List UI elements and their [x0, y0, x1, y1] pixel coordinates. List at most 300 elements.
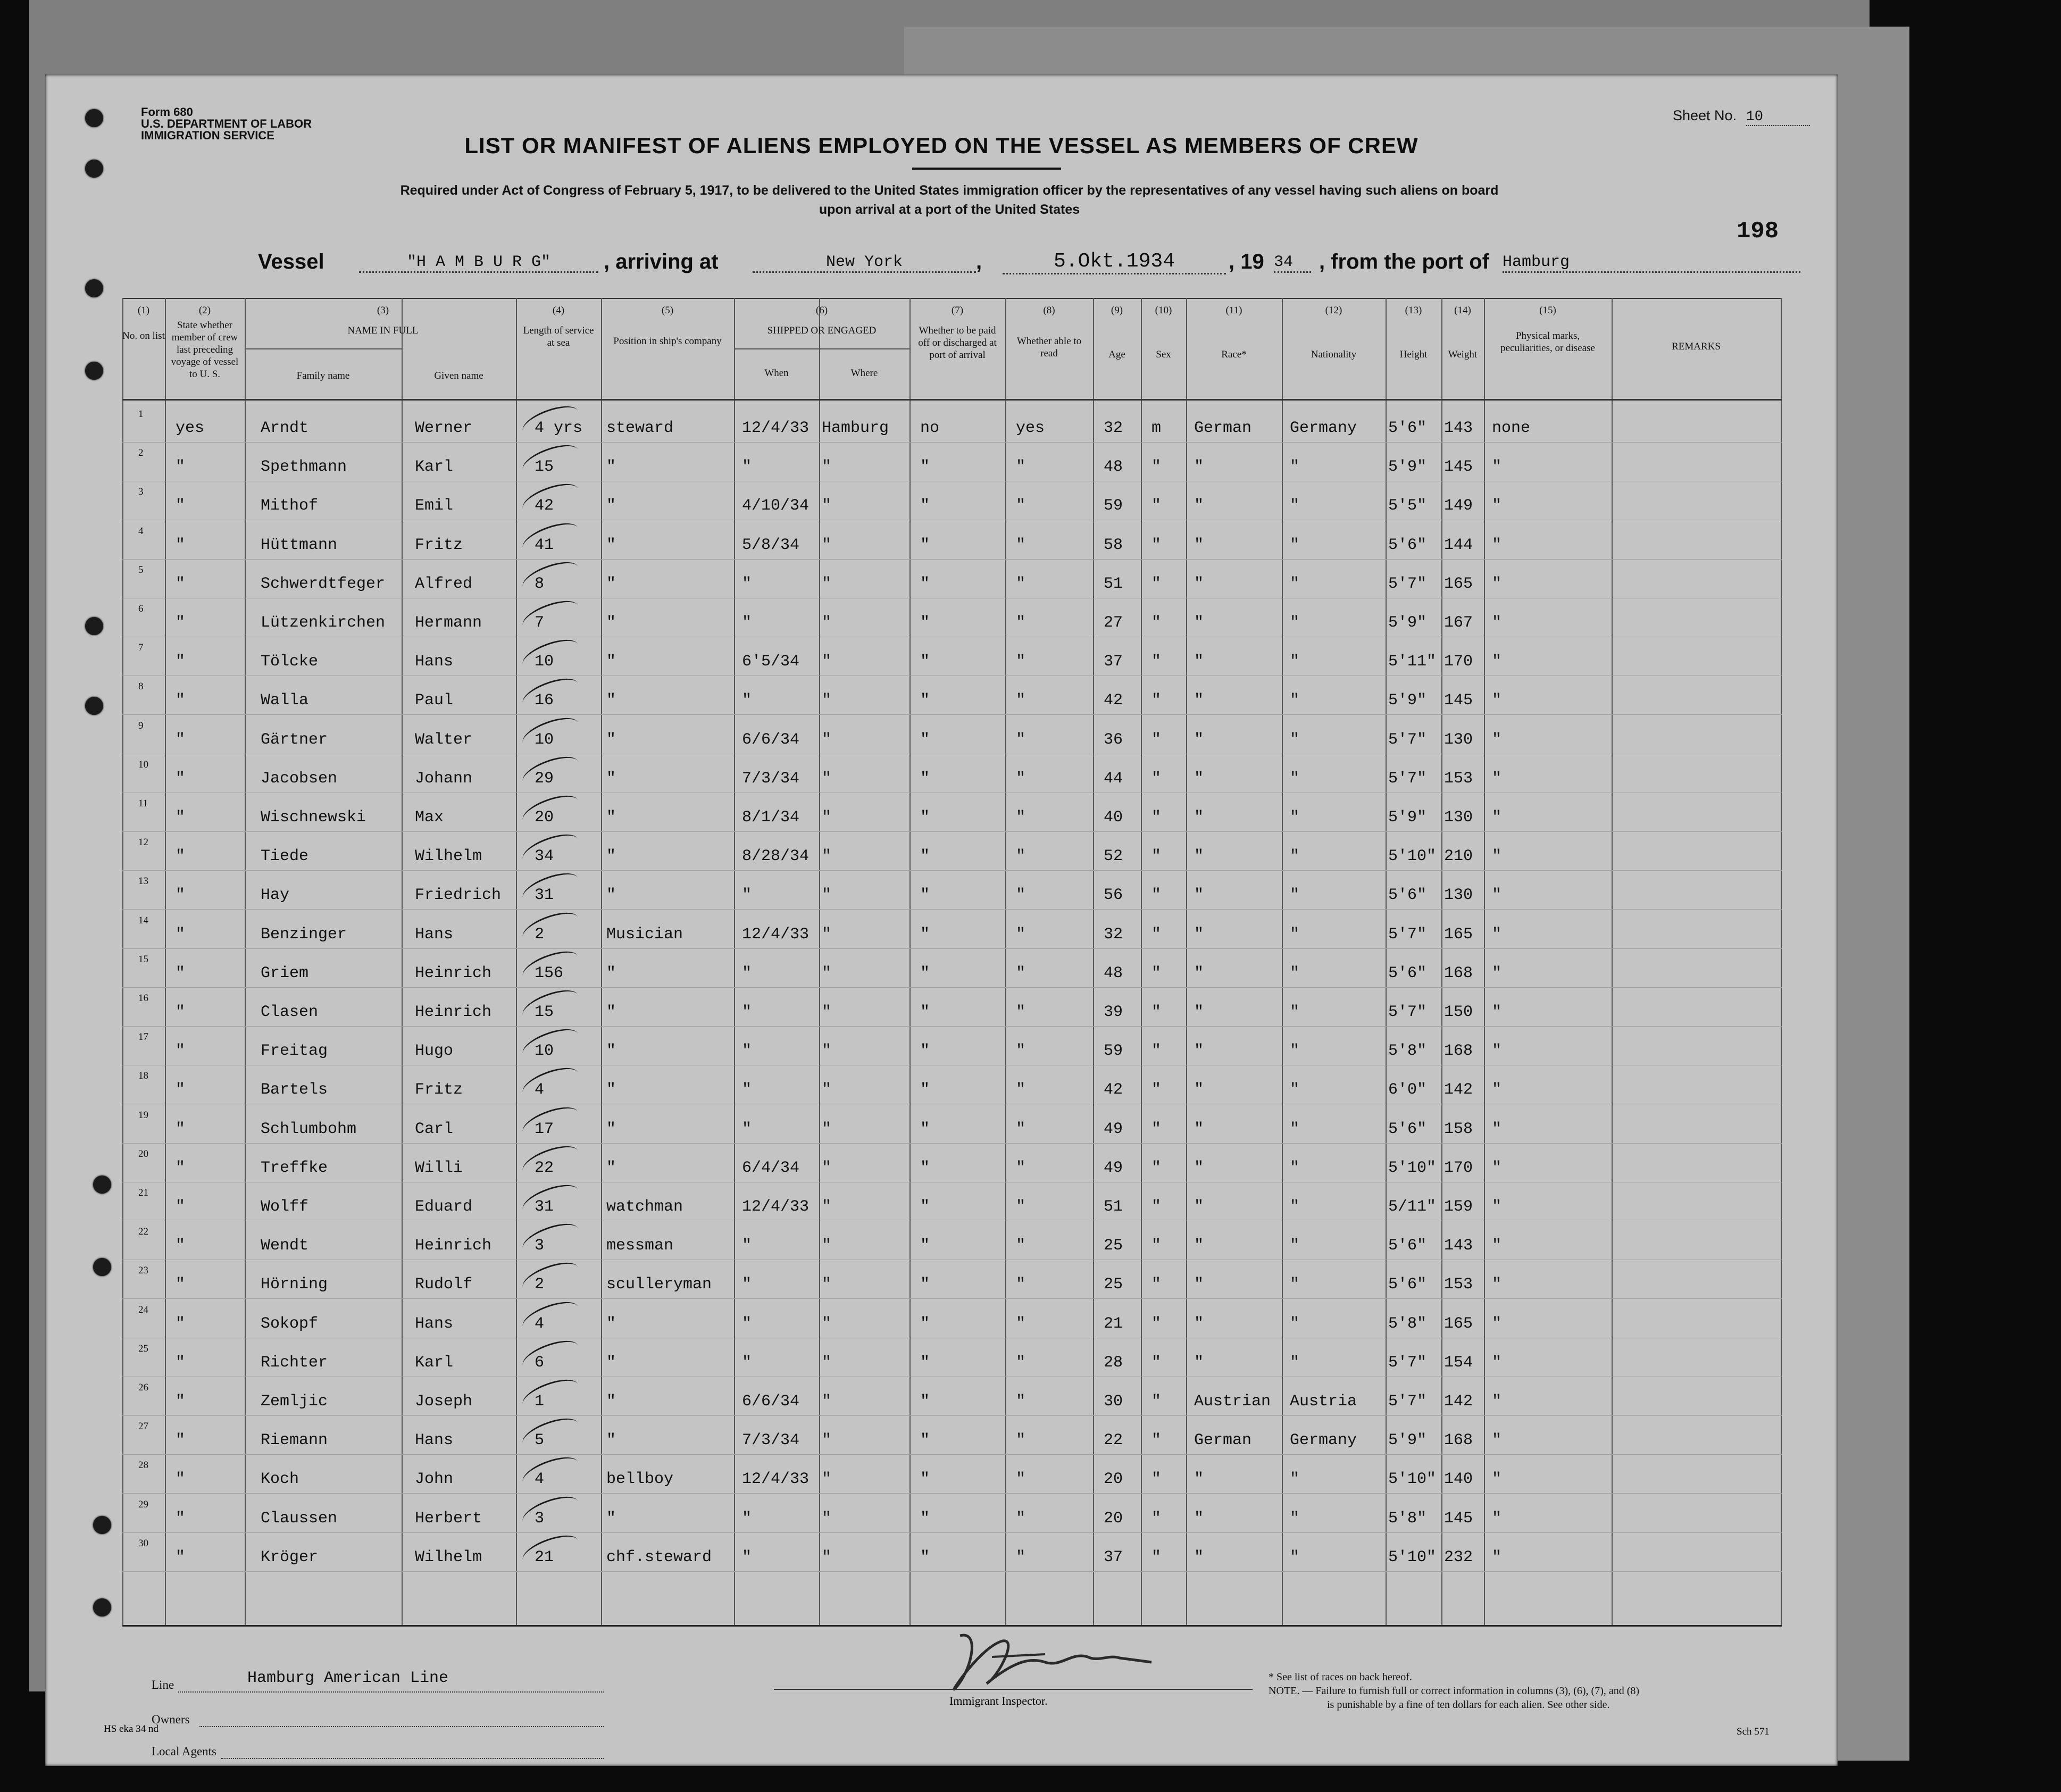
cell-family: Spethmann	[261, 458, 347, 477]
cell-family: Schwerdtfeger	[261, 574, 386, 593]
cell-paid: no	[920, 419, 940, 437]
cell-where: "	[822, 925, 832, 944]
cell-nationality: "	[1290, 1237, 1300, 1255]
cell-when: 5/8/34	[742, 536, 800, 554]
cell-age: 59	[1104, 497, 1123, 515]
cell-height: 5'9"	[1388, 458, 1427, 477]
table-row	[122, 911, 1782, 949]
table-row	[122, 1378, 1782, 1416]
cell-race: "	[1194, 574, 1204, 593]
cell-nationality: "	[1290, 1276, 1300, 1294]
row-rule	[122, 987, 1782, 988]
cell-sex: "	[1152, 1081, 1162, 1099]
cell-position: "	[606, 1003, 616, 1021]
cell-read: "	[1016, 1198, 1026, 1216]
cell-where: "	[822, 1042, 832, 1061]
cell-no: 15	[138, 953, 148, 965]
from-port-label: , from the port of	[1319, 250, 1489, 273]
cell-no: 3	[138, 486, 144, 498]
cell-marks: "	[1492, 1470, 1502, 1489]
cell-nationality: "	[1290, 1081, 1300, 1099]
cell-service: 4	[535, 1314, 545, 1333]
cell-where: "	[822, 769, 832, 788]
cell-weight: 149	[1444, 497, 1473, 515]
cell-family: Clasen	[261, 1003, 319, 1021]
cell-given: Werner	[415, 419, 473, 437]
line-value: Hamburg American Line	[247, 1669, 449, 1687]
cell-family: Freitag	[261, 1042, 328, 1061]
stamp-line: U.S. DEPARTMENT OF LABOR	[141, 117, 312, 130]
cell-given: Karl	[415, 1353, 454, 1372]
cell-sex: "	[1152, 614, 1162, 632]
cell-service: 7	[535, 614, 545, 632]
cell-read: "	[1016, 1509, 1026, 1528]
header-bottom-rule	[122, 399, 1782, 401]
cell-family: Kröger	[261, 1548, 319, 1566]
cell-nationality: "	[1290, 1314, 1300, 1333]
cell-family: Benzinger	[261, 925, 347, 944]
cell-height: 5'9"	[1388, 691, 1427, 710]
cell-read: "	[1016, 614, 1026, 632]
table-row	[122, 1300, 1782, 1338]
cell-weight: 143	[1444, 1237, 1473, 1255]
cell-nationality: "	[1290, 1198, 1300, 1216]
cell-sex: "	[1152, 653, 1162, 671]
cell-age: 39	[1104, 1003, 1123, 1021]
cell-sex: "	[1152, 1314, 1162, 1333]
header-when: When	[764, 368, 789, 379]
cell-race: "	[1194, 847, 1204, 866]
cell-marks: "	[1492, 964, 1502, 982]
cell-sex: "	[1152, 458, 1162, 477]
cell-prev: "	[176, 1042, 186, 1061]
cell-read: "	[1016, 497, 1026, 515]
cell-read: "	[1016, 1042, 1026, 1061]
header-paid-off: Whether to be paid off or discharged at port of arrival	[918, 325, 997, 361]
row-rule	[122, 870, 1782, 871]
schedule-code: Sch 571	[1737, 1726, 1770, 1737]
cell-height: 6'0"	[1388, 1081, 1427, 1099]
row-rule	[122, 948, 1782, 949]
cell-when: 4/10/34	[742, 497, 810, 515]
cell-when: "	[742, 458, 752, 477]
cell-family: Griem	[261, 964, 309, 982]
cell-when: "	[742, 1042, 752, 1061]
cell-paid: "	[920, 1003, 930, 1021]
cell-read: "	[1016, 1314, 1026, 1333]
vessel-line	[215, 250, 1800, 282]
cell-position: "	[606, 1393, 616, 1411]
cell-height: 5'9"	[1388, 1431, 1427, 1450]
cell-no: 18	[138, 1070, 148, 1082]
cell-nationality: "	[1290, 536, 1300, 554]
cell-age: 48	[1104, 964, 1123, 982]
table-row	[122, 1339, 1782, 1377]
cell-age: 56	[1104, 886, 1123, 905]
cell-nationality: "	[1290, 653, 1300, 671]
cell-race: "	[1194, 1081, 1204, 1099]
cell-race: Austrian	[1194, 1393, 1271, 1411]
comma: ,	[976, 250, 982, 273]
cell-height: 5'7"	[1388, 1353, 1427, 1372]
header-where: Where	[850, 368, 878, 379]
cell-paid: "	[920, 691, 930, 710]
cell-given: Heinrich	[415, 964, 492, 982]
cell-weight: 130	[1444, 886, 1473, 905]
cell-paid: "	[920, 653, 930, 671]
cell-nationality: Austria	[1290, 1393, 1357, 1411]
cell-service: 15	[535, 458, 554, 477]
cell-service: 10	[535, 653, 554, 671]
cell-given: Johann	[415, 769, 473, 788]
cell-marks: "	[1492, 574, 1502, 593]
cell-position: "	[606, 847, 616, 866]
cell-race: German	[1194, 1431, 1252, 1450]
cell-family: Arndt	[261, 419, 309, 437]
cell-family: Wolff	[261, 1198, 309, 1216]
row-rule	[122, 1454, 1782, 1455]
cell-read: "	[1016, 1470, 1026, 1489]
cell-nationality: "	[1290, 886, 1300, 905]
cell-sex: "	[1152, 886, 1162, 905]
cell-age: 37	[1104, 1548, 1123, 1566]
sheet-no-value: 10	[1746, 109, 1810, 126]
cell-position: "	[606, 1120, 616, 1138]
cell-family: Wischnewski	[261, 809, 366, 827]
cell-no: 26	[138, 1382, 148, 1393]
cell-no: 5	[138, 564, 144, 576]
cell-race: "	[1194, 925, 1204, 944]
cell-no: 22	[138, 1226, 148, 1238]
header-num: (10)	[1155, 305, 1172, 316]
cell-race: "	[1194, 1353, 1204, 1372]
cell-race: "	[1194, 769, 1204, 788]
cell-paid: "	[920, 1042, 930, 1061]
cell-nationality: "	[1290, 964, 1300, 982]
cell-given: Wilhelm	[415, 847, 482, 866]
cell-age: 51	[1104, 1198, 1123, 1216]
cell-paid: "	[920, 1470, 930, 1489]
cell-given: Walter	[415, 730, 473, 749]
cell-sex: "	[1152, 1003, 1162, 1021]
cell-no: 14	[138, 914, 148, 926]
cell-age: 42	[1104, 1081, 1123, 1099]
cell-marks: "	[1492, 1548, 1502, 1566]
manifest-sheet	[45, 74, 1838, 1766]
cell-race: "	[1194, 1314, 1204, 1333]
cell-read: "	[1016, 964, 1026, 982]
service-check-mark	[519, 1062, 582, 1104]
cell-when: "	[742, 614, 752, 632]
cell-sex: "	[1152, 1431, 1162, 1450]
cell-no: 11	[138, 798, 148, 809]
cell-where: "	[822, 497, 832, 515]
cell-no: 9	[138, 720, 144, 731]
table-top-rule	[122, 298, 1782, 299]
cell-prev: "	[176, 458, 186, 477]
cell-height: 5'8"	[1388, 1042, 1427, 1061]
cell-nationality: "	[1290, 1470, 1300, 1489]
cell-weight: 154	[1444, 1353, 1473, 1372]
note-failure: NOTE. — Failure to furnish full or correct information in columns (3), (6), (7), and (8)	[1269, 1685, 1640, 1697]
cell-no: 21	[138, 1187, 148, 1198]
cell-weight: 150	[1444, 1003, 1473, 1021]
row-rule	[122, 1571, 1782, 1572]
cell-height: 5'7"	[1388, 730, 1427, 749]
cell-given: Max	[415, 809, 444, 827]
service-check-mark	[519, 556, 582, 597]
header-age: Age	[1108, 349, 1125, 360]
punch-hole	[93, 1258, 111, 1276]
cell-service: 29	[535, 769, 554, 788]
cell-age: 30	[1104, 1393, 1123, 1411]
cell-where: "	[822, 809, 832, 827]
header-name-in-full: NAME IN FULL	[347, 325, 419, 336]
cell-sex: "	[1152, 691, 1162, 710]
cell-service: 42	[535, 497, 554, 515]
table-row	[122, 1261, 1782, 1299]
cell-age: 51	[1104, 574, 1123, 593]
cell-service: 10	[535, 730, 554, 749]
table-row	[122, 1495, 1782, 1533]
cell-weight: 158	[1444, 1120, 1473, 1138]
service-check-mark	[519, 1296, 582, 1337]
cell-sex: "	[1152, 847, 1162, 866]
cell-given: Fritz	[415, 1081, 463, 1099]
cell-when: 6'5/34	[742, 653, 800, 671]
row-rule	[122, 909, 1782, 910]
cell-race: "	[1194, 1003, 1204, 1021]
cell-when: 12/4/33	[742, 925, 810, 944]
cell-height: 5'7"	[1388, 769, 1427, 788]
cell-position: Musician	[606, 925, 683, 944]
cell-family: Lützenkirchen	[261, 614, 386, 632]
cell-family: Schlumbohm	[261, 1120, 357, 1138]
cell-read: "	[1016, 1081, 1026, 1099]
cell-read: "	[1016, 1393, 1026, 1411]
header-last-voyage: State whether member of crew last preceding voyage of vessel to U. S.	[171, 320, 239, 380]
cell-sex: "	[1152, 964, 1162, 982]
cell-paid: "	[920, 1120, 930, 1138]
cell-when: 12/4/33	[742, 419, 810, 437]
cell-weight: 232	[1444, 1548, 1473, 1566]
year-prefix: , 19	[1229, 250, 1264, 273]
cell-sex: "	[1152, 730, 1162, 749]
cell-where: "	[822, 1003, 832, 1021]
stamp-line: Form 680	[141, 105, 193, 119]
cell-height: 5'7"	[1388, 1003, 1427, 1021]
cell-where: "	[822, 1120, 832, 1138]
cell-where: "	[822, 1431, 832, 1450]
cell-where: "	[822, 886, 832, 905]
cell-read: "	[1016, 730, 1026, 749]
cell-marks: "	[1492, 458, 1502, 477]
cell-given: Rudolf	[415, 1276, 473, 1294]
cell-age: 22	[1104, 1431, 1123, 1450]
header-able-to-read: Whether able to read	[1016, 336, 1082, 359]
cell-no: 17	[138, 1031, 148, 1043]
cell-read: "	[1016, 1548, 1026, 1566]
cell-where: "	[822, 1393, 832, 1411]
inspector-signature	[939, 1625, 1194, 1699]
cell-when: 7/3/34	[742, 769, 800, 788]
header-given-name: Given name	[434, 370, 483, 381]
cell-marks: "	[1492, 1393, 1502, 1411]
cell-sex: "	[1152, 574, 1162, 593]
table-row	[122, 599, 1782, 637]
cell-age: 25	[1104, 1237, 1123, 1255]
service-check-mark	[519, 1413, 582, 1454]
cell-prev: "	[176, 925, 186, 944]
cell-family: Treffke	[261, 1158, 328, 1177]
cell-height: 5'9"	[1388, 614, 1427, 632]
cell-age: 25	[1104, 1276, 1123, 1294]
cell-sex: "	[1152, 1120, 1162, 1138]
header-race: Race*	[1221, 349, 1247, 360]
cell-prev: "	[176, 1353, 186, 1372]
cell-family: Walla	[261, 691, 309, 710]
cell-race: "	[1194, 614, 1204, 632]
cell-read: "	[1016, 1431, 1026, 1450]
cell-paid: "	[920, 769, 930, 788]
cell-prev: "	[176, 614, 186, 632]
cell-when: 8/28/34	[742, 847, 810, 866]
cell-position: "	[606, 1353, 616, 1372]
cell-age: 37	[1104, 653, 1123, 671]
cell-given: Willi	[415, 1158, 463, 1177]
cell-given: Carl	[415, 1120, 454, 1138]
cell-read: "	[1016, 886, 1026, 905]
cell-sex: "	[1152, 925, 1162, 944]
note-races: * See list of races on back hereof.	[1269, 1671, 1412, 1683]
cell-service: 41	[535, 536, 554, 554]
cell-race: German	[1194, 419, 1252, 437]
cell-sex: "	[1152, 497, 1162, 515]
cell-nationality: "	[1290, 1509, 1300, 1528]
cell-marks: "	[1492, 1509, 1502, 1528]
cell-when: "	[742, 1120, 752, 1138]
cell-race: "	[1194, 964, 1204, 982]
cell-given: John	[415, 1470, 454, 1489]
cell-read: "	[1016, 1276, 1026, 1294]
cell-where: "	[822, 614, 832, 632]
cell-read: "	[1016, 809, 1026, 827]
cell-race: "	[1194, 1042, 1204, 1061]
cell-race: "	[1194, 497, 1204, 515]
cell-where: "	[822, 1470, 832, 1489]
punch-hole	[85, 279, 103, 297]
cell-race: "	[1194, 1276, 1204, 1294]
cell-weight: 159	[1444, 1198, 1473, 1216]
cell-height: 5'8"	[1388, 1509, 1427, 1528]
header-remarks: REMARKS	[1672, 341, 1721, 352]
cell-where: "	[822, 1353, 832, 1372]
cell-when: 8/1/34	[742, 809, 800, 827]
cell-when: "	[742, 1081, 752, 1099]
cell-prev: "	[176, 653, 186, 671]
cell-weight: 165	[1444, 925, 1473, 944]
cell-family: Hay	[261, 886, 290, 905]
vessel-label: Vessel	[258, 250, 324, 273]
inspector-label: Immigrant Inspector.	[949, 1694, 1048, 1707]
cell-service: 10	[535, 1042, 554, 1061]
cell-weight: 168	[1444, 1431, 1473, 1450]
cell-marks: "	[1492, 536, 1502, 554]
header-length-of-service: Length of service at sea	[523, 325, 594, 348]
cell-when: "	[742, 1276, 752, 1294]
cell-weight: 168	[1444, 1042, 1473, 1061]
cell-age: 32	[1104, 419, 1123, 437]
cell-no: 1	[138, 409, 144, 420]
cell-where: "	[822, 1237, 832, 1255]
cell-paid: "	[920, 964, 930, 982]
cell-position: "	[606, 769, 616, 788]
cell-where: "	[822, 653, 832, 671]
cell-given: Heinrich	[415, 1003, 492, 1021]
inspector-rule	[774, 1689, 1253, 1690]
cell-family: Gärtner	[261, 730, 328, 749]
cell-prev: "	[176, 1548, 186, 1566]
cell-height: 5'6"	[1388, 1276, 1427, 1294]
cell-race: "	[1194, 886, 1204, 905]
cell-weight: 145	[1444, 1509, 1473, 1528]
cell-service: 156	[535, 964, 564, 982]
footer-note	[1269, 1670, 1747, 1712]
cell-weight: 144	[1444, 536, 1473, 554]
cell-nationality: "	[1290, 730, 1300, 749]
cell-where: "	[822, 1081, 832, 1099]
service-check-mark	[519, 1452, 582, 1493]
cell-no: 19	[138, 1109, 148, 1121]
cell-service: 4 yrs	[535, 419, 583, 437]
cell-when: "	[742, 1237, 752, 1255]
cell-when: "	[742, 574, 752, 593]
header-num: (1)	[137, 305, 150, 316]
table-row	[122, 1027, 1782, 1065]
cell-nationality: "	[1290, 574, 1300, 593]
cell-height: 5'6"	[1388, 1120, 1427, 1138]
cell-given: Wilhelm	[415, 1548, 482, 1566]
stamp-line: IMMIGRATION SERVICE	[141, 129, 274, 142]
cell-position: "	[606, 809, 616, 827]
cell-family: Claussen	[261, 1509, 338, 1528]
cell-paid: "	[920, 536, 930, 554]
cell-prev: "	[176, 964, 186, 982]
cell-paid: "	[920, 1509, 930, 1528]
arrival-port: New York	[753, 253, 976, 273]
name-subheader-rule	[245, 348, 402, 349]
cell-given: Joseph	[415, 1393, 473, 1411]
row-rule	[122, 1298, 1782, 1299]
cell-paid: "	[920, 1353, 930, 1372]
cell-read: "	[1016, 1120, 1026, 1138]
cell-prev: "	[176, 1393, 186, 1411]
cell-sex: "	[1152, 1042, 1162, 1061]
cell-weight: 167	[1444, 614, 1473, 632]
header-sex: Sex	[1156, 349, 1171, 360]
header-shipped-or-engaged: SHIPPED OR ENGAGED	[767, 325, 877, 336]
row-rule	[122, 442, 1782, 443]
row-rule	[122, 1026, 1782, 1027]
cell-where: "	[822, 964, 832, 982]
row-rule	[122, 831, 1782, 832]
cell-age: 27	[1104, 614, 1123, 632]
table-row	[122, 1144, 1782, 1182]
cell-position: "	[606, 1509, 616, 1528]
cell-marks: "	[1492, 614, 1502, 632]
cell-prev: "	[176, 886, 186, 905]
cell-no: 27	[138, 1421, 148, 1432]
